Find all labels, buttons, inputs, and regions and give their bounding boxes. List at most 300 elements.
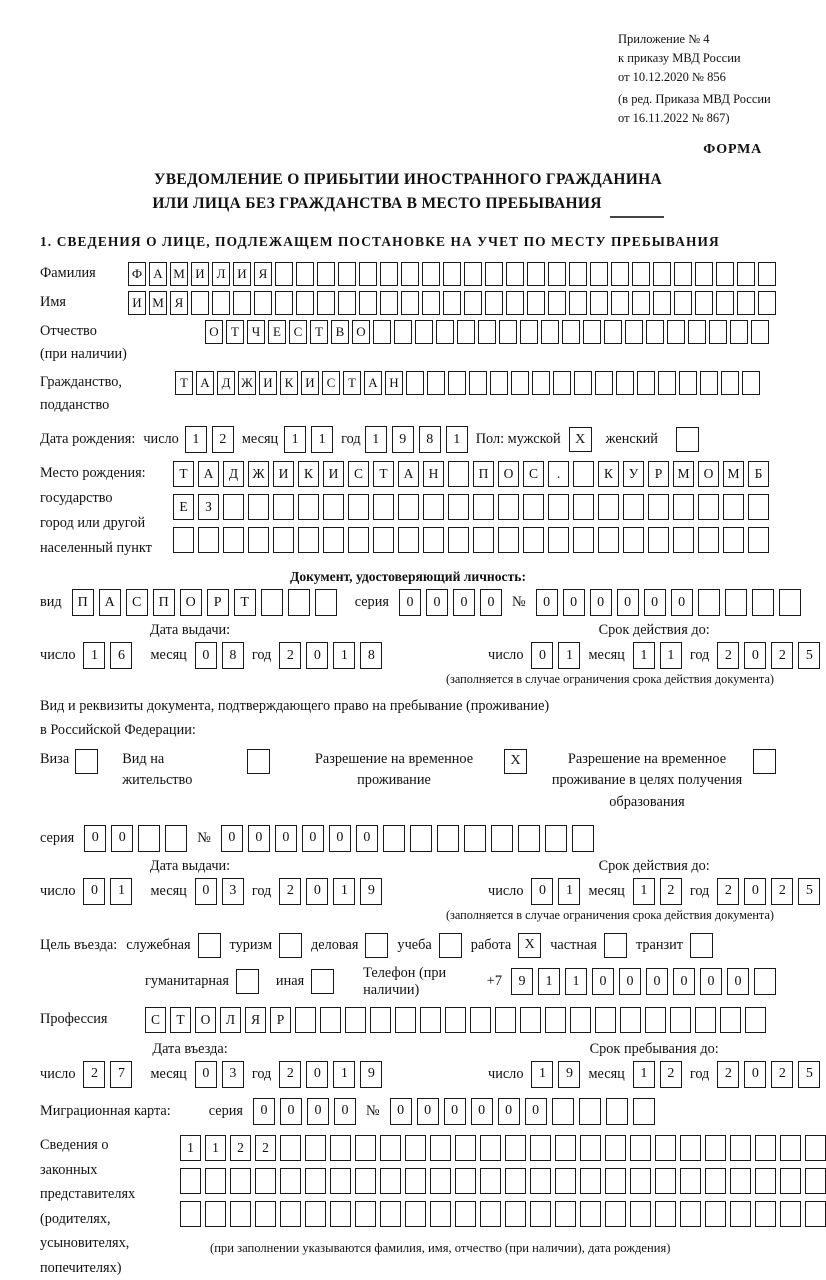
char-cell[interactable] (752, 589, 774, 616)
char-cell[interactable] (498, 494, 519, 520)
char-cell[interactable]: Т (343, 371, 361, 395)
char-cell[interactable] (716, 262, 734, 286)
char-cell[interactable]: Т (173, 461, 194, 487)
char-cell[interactable] (401, 262, 419, 286)
char-cell[interactable] (380, 1201, 401, 1227)
char-cell[interactable] (553, 371, 571, 395)
char-cell[interactable] (653, 291, 671, 315)
char-cell[interactable] (632, 291, 650, 315)
char-cell[interactable] (380, 291, 398, 315)
char-cell[interactable] (233, 291, 251, 315)
char-cell[interactable]: 1 (333, 642, 355, 669)
char-cell[interactable] (473, 527, 494, 553)
char-cell[interactable] (430, 1135, 451, 1161)
char-cell[interactable] (280, 1135, 301, 1161)
char-cell[interactable] (604, 320, 622, 344)
char-cell[interactable] (380, 1135, 401, 1161)
char-cell[interactable]: И (301, 371, 319, 395)
char-cell[interactable] (401, 291, 419, 315)
char-cell[interactable]: 1 (531, 1061, 553, 1088)
char-cell[interactable] (443, 262, 461, 286)
char-cell[interactable] (305, 1135, 326, 1161)
char-cell[interactable]: 0 (306, 1061, 328, 1088)
char-cell[interactable] (212, 291, 230, 315)
char-cell[interactable] (590, 262, 608, 286)
purpose-private-checkbox[interactable] (604, 933, 627, 958)
char-cell[interactable] (448, 527, 469, 553)
char-cell[interactable]: Р (270, 1007, 291, 1033)
char-cell[interactable] (355, 1168, 376, 1194)
char-cell[interactable] (445, 1007, 466, 1033)
char-cell[interactable] (545, 1007, 566, 1033)
char-cell[interactable] (423, 527, 444, 553)
char-cell[interactable] (254, 291, 272, 315)
char-cell[interactable] (338, 262, 356, 286)
char-cell[interactable] (430, 1168, 451, 1194)
char-cell[interactable] (698, 527, 719, 553)
char-cell[interactable] (555, 1201, 576, 1227)
char-cell[interactable] (755, 1201, 776, 1227)
char-cell[interactable] (398, 494, 419, 520)
char-cell[interactable]: 1 (558, 878, 580, 905)
char-cell[interactable] (506, 291, 524, 315)
char-cell[interactable]: И (191, 262, 209, 286)
char-cell[interactable] (742, 371, 760, 395)
char-cell[interactable] (779, 589, 801, 616)
char-cell[interactable] (355, 1201, 376, 1227)
char-cell[interactable] (705, 1168, 726, 1194)
char-cell[interactable] (569, 262, 587, 286)
char-cell[interactable]: 0 (644, 589, 666, 616)
char-cell[interactable] (317, 262, 335, 286)
char-cell[interactable] (430, 1201, 451, 1227)
char-cell[interactable]: 9 (558, 1061, 580, 1088)
char-cell[interactable] (630, 1201, 651, 1227)
char-cell[interactable] (261, 589, 283, 616)
char-cell[interactable] (490, 371, 508, 395)
char-cell[interactable] (427, 371, 445, 395)
char-cell[interactable]: 1 (180, 1135, 201, 1161)
char-cell[interactable] (680, 1168, 701, 1194)
char-cell[interactable] (230, 1168, 251, 1194)
char-cell[interactable] (305, 1201, 326, 1227)
char-cell[interactable] (580, 1168, 601, 1194)
char-cell[interactable]: 0 (727, 968, 749, 995)
char-cell[interactable]: 0 (453, 589, 475, 616)
char-cell[interactable]: 1 (633, 642, 655, 669)
char-cell[interactable] (648, 527, 669, 553)
char-cell[interactable] (667, 320, 685, 344)
char-cell[interactable]: Т (310, 320, 328, 344)
char-cell[interactable] (422, 262, 440, 286)
char-cell[interactable]: Я (245, 1007, 266, 1033)
char-cell[interactable]: 1 (446, 426, 468, 453)
char-cell[interactable] (173, 527, 194, 553)
char-cell[interactable]: О (352, 320, 370, 344)
char-cell[interactable] (674, 262, 692, 286)
char-cell[interactable] (320, 1007, 341, 1033)
char-cell[interactable]: Я (170, 291, 188, 315)
char-cell[interactable]: П (153, 589, 175, 616)
char-cell[interactable]: 2 (717, 878, 739, 905)
char-cell[interactable] (552, 1098, 574, 1125)
char-cell[interactable]: 0 (673, 968, 695, 995)
char-cell[interactable]: П (72, 589, 94, 616)
char-cell[interactable] (395, 1007, 416, 1033)
char-cell[interactable]: 0 (700, 968, 722, 995)
char-cell[interactable]: 0 (417, 1098, 439, 1125)
char-cell[interactable]: О (195, 1007, 216, 1033)
char-cell[interactable] (530, 1168, 551, 1194)
char-cell[interactable] (730, 1135, 751, 1161)
char-cell[interactable]: 0 (334, 1098, 356, 1125)
char-cell[interactable] (574, 371, 592, 395)
char-cell[interactable]: 0 (480, 589, 502, 616)
char-cell[interactable]: 0 (536, 589, 558, 616)
char-cell[interactable]: С (145, 1007, 166, 1033)
char-cell[interactable]: Р (648, 461, 669, 487)
char-cell[interactable]: 0 (671, 589, 693, 616)
sex-male-checkbox[interactable]: X (569, 427, 592, 452)
char-cell[interactable] (280, 1168, 301, 1194)
char-cell[interactable]: 0 (744, 878, 766, 905)
char-cell[interactable]: 0 (646, 968, 668, 995)
char-cell[interactable] (180, 1201, 201, 1227)
char-cell[interactable]: 1 (284, 426, 306, 453)
char-cell[interactable]: З (198, 494, 219, 520)
char-cell[interactable] (405, 1168, 426, 1194)
char-cell[interactable]: 0 (306, 878, 328, 905)
char-cell[interactable]: 2 (279, 1061, 301, 1088)
char-cell[interactable]: Е (173, 494, 194, 520)
char-cell[interactable] (330, 1135, 351, 1161)
char-cell[interactable]: 1 (365, 426, 387, 453)
char-cell[interactable] (138, 825, 160, 852)
char-cell[interactable] (520, 1007, 541, 1033)
char-cell[interactable]: 1 (110, 878, 132, 905)
char-cell[interactable] (422, 291, 440, 315)
char-cell[interactable]: Т (234, 589, 256, 616)
char-cell[interactable]: Т (175, 371, 193, 395)
char-cell[interactable] (695, 291, 713, 315)
char-cell[interactable]: 0 (426, 589, 448, 616)
char-cell[interactable] (464, 825, 486, 852)
char-cell[interactable]: 0 (619, 968, 641, 995)
char-cell[interactable]: 1 (660, 642, 682, 669)
char-cell[interactable]: 2 (717, 642, 739, 669)
char-cell[interactable] (518, 825, 540, 852)
char-cell[interactable]: 7 (110, 1061, 132, 1088)
char-cell[interactable] (345, 1007, 366, 1033)
char-cell[interactable]: 0 (195, 1061, 217, 1088)
char-cell[interactable] (248, 527, 269, 553)
char-cell[interactable]: С (322, 371, 340, 395)
char-cell[interactable]: 2 (771, 642, 793, 669)
char-cell[interactable] (423, 494, 444, 520)
char-cell[interactable] (580, 1201, 601, 1227)
char-cell[interactable] (721, 371, 739, 395)
char-cell[interactable] (498, 527, 519, 553)
char-cell[interactable] (630, 1168, 651, 1194)
char-cell[interactable] (296, 291, 314, 315)
char-cell[interactable]: А (198, 461, 219, 487)
char-cell[interactable]: 8 (419, 426, 441, 453)
char-cell[interactable] (230, 1201, 251, 1227)
char-cell[interactable] (505, 1168, 526, 1194)
char-cell[interactable] (355, 1135, 376, 1161)
char-cell[interactable] (680, 1201, 701, 1227)
purpose-humanitarian-checkbox[interactable] (236, 969, 259, 994)
purpose-transit-checkbox[interactable] (690, 933, 713, 958)
char-cell[interactable] (205, 1168, 226, 1194)
char-cell[interactable] (680, 1135, 701, 1161)
char-cell[interactable]: А (99, 589, 121, 616)
char-cell[interactable] (448, 494, 469, 520)
char-cell[interactable] (598, 494, 619, 520)
char-cell[interactable]: М (723, 461, 744, 487)
char-cell[interactable]: Я (254, 262, 272, 286)
char-cell[interactable] (464, 291, 482, 315)
char-cell[interactable]: К (298, 461, 319, 487)
char-cell[interactable]: А (364, 371, 382, 395)
char-cell[interactable] (695, 262, 713, 286)
char-cell[interactable]: 8 (360, 642, 382, 669)
char-cell[interactable] (670, 1007, 691, 1033)
char-cell[interactable] (623, 494, 644, 520)
char-cell[interactable]: 1 (311, 426, 333, 453)
char-cell[interactable] (625, 320, 643, 344)
char-cell[interactable] (730, 1168, 751, 1194)
char-cell[interactable] (305, 1168, 326, 1194)
char-cell[interactable] (698, 494, 719, 520)
char-cell[interactable] (646, 320, 664, 344)
char-cell[interactable] (398, 527, 419, 553)
char-cell[interactable] (780, 1135, 801, 1161)
char-cell[interactable] (359, 291, 377, 315)
char-cell[interactable] (655, 1135, 676, 1161)
char-cell[interactable] (548, 291, 566, 315)
char-cell[interactable] (709, 320, 727, 344)
char-cell[interactable]: 1 (333, 878, 355, 905)
char-cell[interactable] (480, 1135, 501, 1161)
char-cell[interactable] (448, 461, 469, 487)
char-cell[interactable] (455, 1168, 476, 1194)
char-cell[interactable] (605, 1135, 626, 1161)
char-cell[interactable] (296, 262, 314, 286)
char-cell[interactable] (674, 291, 692, 315)
char-cell[interactable] (437, 825, 459, 852)
char-cell[interactable] (469, 371, 487, 395)
char-cell[interactable] (383, 825, 405, 852)
char-cell[interactable]: 9 (392, 426, 414, 453)
char-cell[interactable]: К (280, 371, 298, 395)
char-cell[interactable]: 0 (444, 1098, 466, 1125)
purpose-tourism-checkbox[interactable] (279, 933, 302, 958)
char-cell[interactable]: 0 (744, 642, 766, 669)
char-cell[interactable]: Ф (128, 262, 146, 286)
char-cell[interactable] (723, 527, 744, 553)
char-cell[interactable]: И (259, 371, 277, 395)
char-cell[interactable] (448, 371, 466, 395)
char-cell[interactable]: В (331, 320, 349, 344)
char-cell[interactable]: 2 (212, 426, 234, 453)
char-cell[interactable] (673, 527, 694, 553)
purpose-other-checkbox[interactable] (311, 969, 334, 994)
char-cell[interactable] (380, 262, 398, 286)
char-cell[interactable]: 9 (360, 1061, 382, 1088)
char-cell[interactable]: А (149, 262, 167, 286)
char-cell[interactable] (405, 1135, 426, 1161)
char-cell[interactable] (457, 320, 475, 344)
purpose-study-checkbox[interactable] (439, 933, 462, 958)
char-cell[interactable]: О (498, 461, 519, 487)
char-cell[interactable]: Т (170, 1007, 191, 1033)
char-cell[interactable] (569, 291, 587, 315)
char-cell[interactable]: Л (212, 262, 230, 286)
char-cell[interactable]: 0 (307, 1098, 329, 1125)
char-cell[interactable]: А (398, 461, 419, 487)
char-cell[interactable] (555, 1135, 576, 1161)
char-cell[interactable] (616, 371, 634, 395)
char-cell[interactable]: 2 (771, 878, 793, 905)
char-cell[interactable] (495, 1007, 516, 1033)
char-cell[interactable]: 0 (531, 642, 553, 669)
temp-residence-education-checkbox[interactable] (753, 749, 776, 774)
char-cell[interactable] (478, 320, 496, 344)
char-cell[interactable] (491, 825, 513, 852)
char-cell[interactable]: 0 (390, 1098, 412, 1125)
char-cell[interactable] (410, 825, 432, 852)
char-cell[interactable] (548, 494, 569, 520)
char-cell[interactable] (348, 494, 369, 520)
char-cell[interactable]: О (205, 320, 223, 344)
char-cell[interactable] (505, 1201, 526, 1227)
char-cell[interactable] (700, 371, 718, 395)
char-cell[interactable] (580, 1135, 601, 1161)
char-cell[interactable] (464, 262, 482, 286)
char-cell[interactable]: 9 (511, 968, 533, 995)
char-cell[interactable] (595, 1007, 616, 1033)
char-cell[interactable] (338, 291, 356, 315)
sex-female-checkbox[interactable] (676, 427, 699, 452)
char-cell[interactable]: 0 (590, 589, 612, 616)
char-cell[interactable] (373, 320, 391, 344)
char-cell[interactable] (505, 1135, 526, 1161)
char-cell[interactable] (548, 527, 569, 553)
char-cell[interactable]: 0 (531, 878, 553, 905)
char-cell[interactable] (579, 1098, 601, 1125)
char-cell[interactable]: 0 (592, 968, 614, 995)
char-cell[interactable]: 0 (329, 825, 351, 852)
char-cell[interactable]: И (323, 461, 344, 487)
char-cell[interactable] (359, 262, 377, 286)
char-cell[interactable] (275, 291, 293, 315)
char-cell[interactable] (455, 1201, 476, 1227)
char-cell[interactable]: 0 (195, 878, 217, 905)
char-cell[interactable]: 5 (798, 642, 820, 669)
char-cell[interactable]: 8 (222, 642, 244, 669)
char-cell[interactable] (573, 494, 594, 520)
char-cell[interactable] (323, 494, 344, 520)
char-cell[interactable]: Ч (247, 320, 265, 344)
char-cell[interactable] (280, 1201, 301, 1227)
char-cell[interactable]: 5 (798, 1061, 820, 1088)
char-cell[interactable] (555, 1168, 576, 1194)
char-cell[interactable] (606, 1098, 628, 1125)
char-cell[interactable]: 0 (195, 642, 217, 669)
char-cell[interactable] (530, 1201, 551, 1227)
char-cell[interactable]: А (196, 371, 214, 395)
char-cell[interactable] (730, 1201, 751, 1227)
char-cell[interactable]: Д (223, 461, 244, 487)
char-cell[interactable] (745, 1007, 766, 1033)
char-cell[interactable]: 2 (255, 1135, 276, 1161)
char-cell[interactable] (655, 1168, 676, 1194)
char-cell[interactable] (720, 1007, 741, 1033)
char-cell[interactable] (780, 1168, 801, 1194)
char-cell[interactable] (723, 494, 744, 520)
char-cell[interactable]: 2 (83, 1061, 105, 1088)
char-cell[interactable]: 3 (222, 1061, 244, 1088)
char-cell[interactable]: У (623, 461, 644, 487)
char-cell[interactable]: 0 (221, 825, 243, 852)
temp-residence-checkbox[interactable]: X (504, 749, 527, 774)
char-cell[interactable] (223, 527, 244, 553)
char-cell[interactable]: 0 (275, 825, 297, 852)
char-cell[interactable]: Т (373, 461, 394, 487)
char-cell[interactable] (630, 1135, 651, 1161)
char-cell[interactable] (695, 1007, 716, 1033)
char-cell[interactable]: 1 (185, 426, 207, 453)
char-cell[interactable] (511, 371, 529, 395)
char-cell[interactable] (530, 1135, 551, 1161)
char-cell[interactable]: И (273, 461, 294, 487)
residence-permit-checkbox[interactable] (247, 749, 270, 774)
char-cell[interactable] (273, 527, 294, 553)
char-cell[interactable] (611, 291, 629, 315)
char-cell[interactable]: Ж (238, 371, 256, 395)
char-cell[interactable] (737, 262, 755, 286)
char-cell[interactable]: 9 (360, 878, 382, 905)
char-cell[interactable] (605, 1168, 626, 1194)
char-cell[interactable] (415, 320, 433, 344)
char-cell[interactable]: О (698, 461, 719, 487)
char-cell[interactable] (480, 1201, 501, 1227)
char-cell[interactable] (485, 262, 503, 286)
char-cell[interactable] (755, 1135, 776, 1161)
char-cell[interactable] (541, 320, 559, 344)
char-cell[interactable]: 0 (248, 825, 270, 852)
char-cell[interactable] (455, 1135, 476, 1161)
char-cell[interactable] (805, 1168, 826, 1194)
char-cell[interactable] (248, 494, 269, 520)
char-cell[interactable] (748, 494, 769, 520)
char-cell[interactable] (758, 262, 776, 286)
char-cell[interactable] (394, 320, 412, 344)
char-cell[interactable] (191, 291, 209, 315)
char-cell[interactable] (527, 291, 545, 315)
char-cell[interactable] (255, 1201, 276, 1227)
char-cell[interactable]: Р (207, 589, 229, 616)
visa-checkbox[interactable] (75, 749, 98, 774)
char-cell[interactable]: С (289, 320, 307, 344)
char-cell[interactable] (405, 1201, 426, 1227)
char-cell[interactable] (637, 371, 655, 395)
char-cell[interactable]: М (149, 291, 167, 315)
char-cell[interactable]: Е (268, 320, 286, 344)
char-cell[interactable] (590, 291, 608, 315)
char-cell[interactable] (623, 527, 644, 553)
